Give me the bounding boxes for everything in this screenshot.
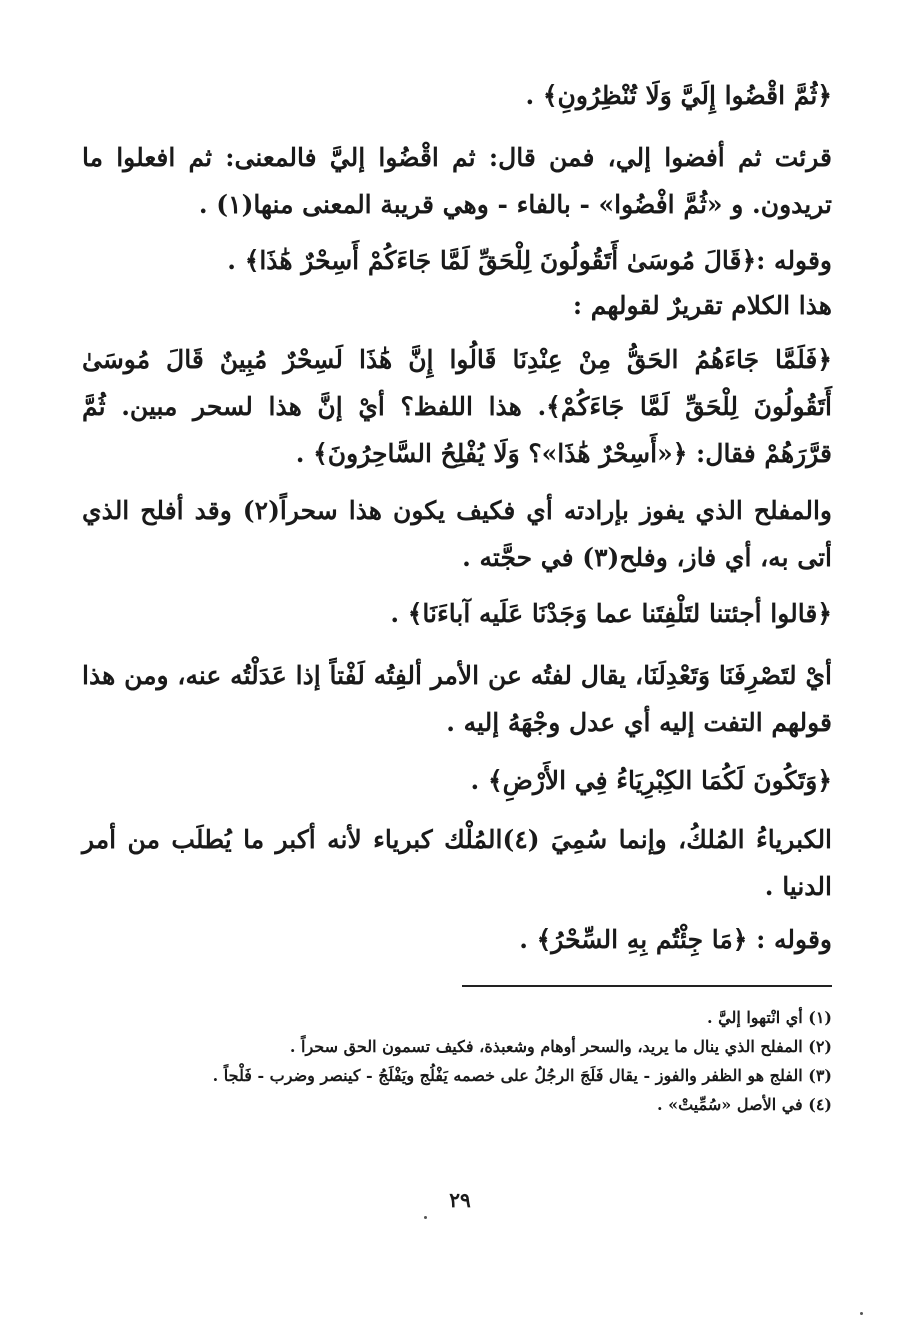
footnotes [82,1003,832,1119]
verse-lital-fitana: ﴿قالوا أجئتنا لتَلْفِتَنا عما وَجَدْنَا عَلَيه آباءَنَا﴾ . [390,599,832,628]
verse-1: ﴿ثُمَّ اقْضُوا إِلَيَّ وَلَا تُنْظِرُونِ﴾ . [525,81,832,110]
paragraph-verse-context: ﴿فَلَمَّا جَاءَهُمُ الحَقُّ مِنْ عِنْدِنَا قَالُوا إِنَّ هَٰذَا لَسِحْرٌ مُبِينٌ قَالَ مُوسَىٰ أَتَقُولُونَ لِلْحَقِّ لَمَّا جَاءَكُمْ﴾. هذا اللفظ؟ أيْ إنَّ هذا لسحر مبين. ثُمَّ قرَّرَهُمْ فقال: ﴿«أَسِحْرٌ هَٰذَا»؟ وَلَا يُفْلِحُ السَّاحِرُونَ﴾ . [82,345,832,468]
paragraph-readings: قرئت ثم أفضوا إلي، فمن قال: ثم اقْضُوا إليَّ فالمعنى: ثم افعلوا ما تريدون. و «ثُمَّ افْضُوا» - بالفاء - وهي قريبة المعنى منها(١) . [82,143,832,219]
footnote-2: (٢) المفلح الذي ينال ما يريد، والسحر أوهام وشعبذة، فكيف تسمون الحق سحراً . [289,1037,832,1056]
paragraph-muflih: والمفلح الذي يفوز بإرادته أي فكيف يكون هذا سحراً(٢) وقد أفلح الذي أتى به، أي فاز، وفلح(٣) في حجَّته . [82,496,832,572]
page-number: ٢٩ [449,1188,471,1212]
footnote-1: (١) أي انْتهوا إليَّ . [706,1008,832,1027]
paragraph-kibriya: الكبرياءُ المُلكُ، وإنما سُمِيَ (٤)المُلْك كبرياء لأنه أكبر ما يُطلَب من أمر الدنيا . [82,825,833,901]
footnote-4: (٤) في الأصل «سُمِّيتْ» . [656,1095,832,1114]
paragraph-musa-saying: وقوله :﴿قَالَ مُوسَىٰ أَتَقُولُونَ لِلْحَقِّ لَمَّا جَاءَكُمْ أَسِحْرٌ هَٰذَا﴾ . [227,246,832,275]
scan-speck [860,1312,863,1315]
scan-speck [424,1216,427,1219]
footnote-divider [462,985,832,987]
paragraph-sihr: وقوله : ﴿مَا جِئْتُم بِهِ السِّحْرُ﴾ . [519,925,832,954]
verse-kibriya: ﴿وَتَكُونَ لَكُمَا الكِبْرِيَاءُ فِي الأَرْضِ﴾ . [470,766,832,795]
footnote-3: (٣) الفلج هو الظفر والفوز - يقال فَلَجَ الرجُلُ على خصمه يَفْلُج ويَفْلَجُ - كينصر وضرب - فَلْجاً . [212,1066,832,1085]
paragraph-laft: أيْ لتَصْرِفَنَا وَتَعْدِلَنَا، يقال لفتُه عن الأمر ألفِتُه لَفْتاً إذا عَدَلْتُه عنه، ومن هذا قولهم التفت إليه أي عدل وجْهَهُ إليه . [82,661,832,737]
paragraph-taqrir: هذا الكلام تقريرٌ لقولهم : [572,291,832,320]
